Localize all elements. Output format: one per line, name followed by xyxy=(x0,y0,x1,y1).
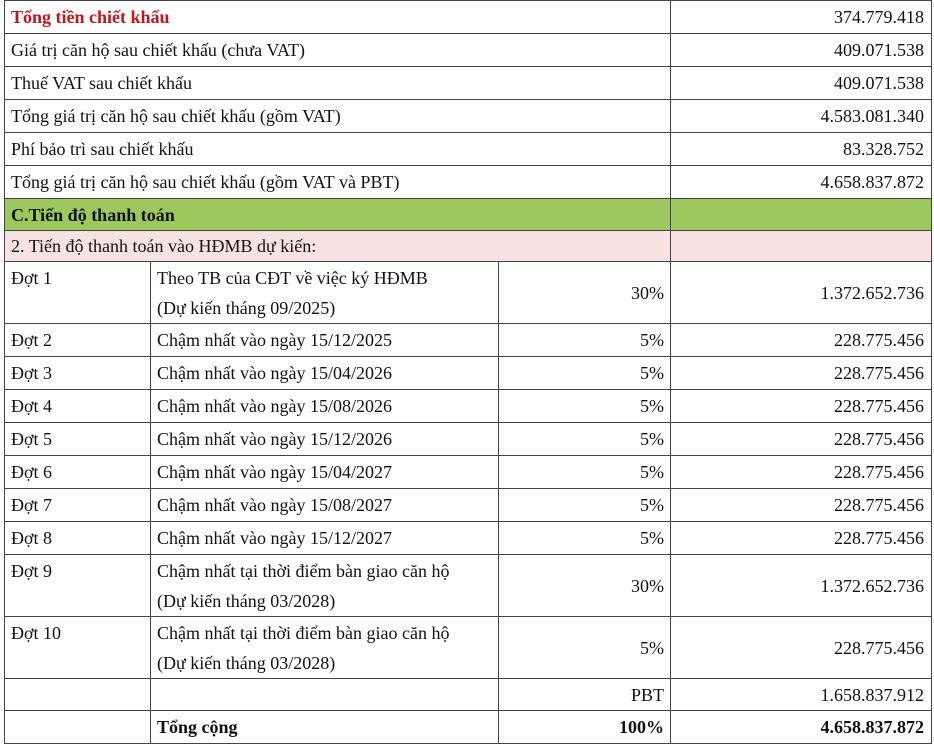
summary-value: 4.583.081.340 xyxy=(671,100,932,133)
installment-row xyxy=(5,456,932,489)
pbt-label: PBT xyxy=(499,679,671,711)
installment-desc: Chậm nhất vào ngày 15/12/2027 xyxy=(151,522,499,555)
section-header-row xyxy=(5,199,932,231)
summary-row xyxy=(5,67,932,100)
installment-amount: 228.775.456 xyxy=(671,522,932,555)
installment-desc-line1: Theo TB của CĐT về việc ký HĐMB xyxy=(157,268,428,288)
installment-amount: 228.775.456 xyxy=(671,390,932,423)
installment-name: Đợt 10 xyxy=(5,617,151,679)
installment-row xyxy=(5,522,932,555)
installment-row xyxy=(5,555,932,617)
installment-amount: 228.775.456 xyxy=(671,456,932,489)
subsection-title: 2. Tiến độ thanh toán vào HĐMB dự kiến: xyxy=(5,231,671,262)
installment-row xyxy=(5,489,932,522)
installment-row xyxy=(5,262,932,324)
installment-percent: 5% xyxy=(499,423,671,456)
summary-row xyxy=(5,133,932,166)
installment-desc: Chậm nhất vào ngày 15/12/2026 xyxy=(151,423,499,456)
installment-percent: 5% xyxy=(499,357,671,390)
installment-row xyxy=(5,324,932,357)
summary-row xyxy=(5,1,932,34)
summary-value: 374.779.418 xyxy=(671,1,932,34)
installment-desc: Chậm nhất vào ngày 15/04/2027 xyxy=(151,456,499,489)
installment-row xyxy=(5,357,932,390)
installment-amount: 228.775.456 xyxy=(671,357,932,390)
total-label: Tổng cộng xyxy=(151,711,499,744)
summary-value: 409.071.538 xyxy=(671,67,932,100)
total-empty-cell xyxy=(5,711,151,744)
installment-desc-line2: (Dự kiến tháng 09/2025) xyxy=(157,298,336,318)
summary-value: 4.658.837.872 xyxy=(671,166,932,199)
total-value: 4.658.837.872 xyxy=(671,711,932,744)
installment-percent: 5% xyxy=(499,617,671,679)
summary-value: 83.328.752 xyxy=(671,133,932,166)
installment-desc: Chậm nhất vào ngày 15/12/2025 xyxy=(151,324,499,357)
summary-label: Thuế VAT sau chiết khấu xyxy=(5,67,671,100)
installment-row xyxy=(5,390,932,423)
payment-table xyxy=(4,0,932,744)
summary-label: Tổng giá trị căn hộ sau chiết khấu (gồm VAT và PBT) xyxy=(5,166,671,199)
installment-desc: Chậm nhất vào ngày 15/04/2026 xyxy=(151,357,499,390)
installment-percent: 5% xyxy=(499,390,671,423)
installment-name: Đợt 3 xyxy=(5,357,151,390)
summary-row xyxy=(5,166,932,199)
installment-desc-line1: Chậm nhất tại thời điểm bàn giao căn hộ xyxy=(157,623,450,643)
total-row xyxy=(5,711,932,744)
installment-name: Đợt 6 xyxy=(5,456,151,489)
installment-desc-line1: Chậm nhất tại thời điểm bàn giao căn hộ xyxy=(157,561,450,581)
installment-desc: Chậm nhất vào ngày 15/08/2027 xyxy=(151,489,499,522)
summary-label: Phí bảo trì sau chiết khấu xyxy=(5,133,671,166)
installment-percent: 5% xyxy=(499,324,671,357)
installment-desc xyxy=(151,617,499,679)
installment-amount: 228.775.456 xyxy=(671,324,932,357)
installment-amount: 1.372.652.736 xyxy=(671,262,932,324)
summary-label: Tổng giá trị căn hộ sau chiết khấu (gồm VAT) xyxy=(5,100,671,133)
installment-name: Đợt 1 xyxy=(5,262,151,324)
summary-label: Giá trị căn hộ sau chiết khấu (chưa VAT) xyxy=(5,34,671,67)
summary-value: 409.071.538 xyxy=(671,34,932,67)
installment-percent: 30% xyxy=(499,555,671,617)
pbt-value: 1.658.837.912 xyxy=(671,679,932,711)
installment-name: Đợt 2 xyxy=(5,324,151,357)
installment-name: Đợt 4 xyxy=(5,390,151,423)
installment-name: Đợt 5 xyxy=(5,423,151,456)
installment-row xyxy=(5,617,932,679)
pbt-empty-cell xyxy=(5,679,151,711)
installment-amount: 228.775.456 xyxy=(671,489,932,522)
pbt-empty-cell xyxy=(151,679,499,711)
installment-percent: 5% xyxy=(499,456,671,489)
installment-desc xyxy=(151,262,499,324)
installment-desc: Chậm nhất vào ngày 15/08/2026 xyxy=(151,390,499,423)
installment-percent: 5% xyxy=(499,522,671,555)
summary-row xyxy=(5,34,932,67)
summary-label: Tổng tiền chiết khấu xyxy=(5,1,671,34)
installment-name: Đợt 9 xyxy=(5,555,151,617)
installment-percent: 30% xyxy=(499,262,671,324)
installment-amount: 228.775.456 xyxy=(671,423,932,456)
section-title: C.Tiến độ thanh toán xyxy=(5,199,671,231)
pbt-row xyxy=(5,679,932,711)
installment-name: Đợt 7 xyxy=(5,489,151,522)
installment-desc-line2: (Dự kiến tháng 03/2028) xyxy=(157,591,336,611)
installment-desc xyxy=(151,555,499,617)
installment-amount: 1.372.652.736 xyxy=(671,555,932,617)
installment-row xyxy=(5,423,932,456)
installment-name: Đợt 8 xyxy=(5,522,151,555)
total-percent: 100% xyxy=(499,711,671,744)
section-empty-cell xyxy=(671,199,932,231)
subsection-header-row xyxy=(5,231,932,262)
installment-desc-line2: (Dự kiến tháng 03/2028) xyxy=(157,653,336,673)
installment-amount: 228.775.456 xyxy=(671,617,932,679)
subsection-empty-cell xyxy=(671,231,932,262)
summary-row xyxy=(5,100,932,133)
installment-percent: 5% xyxy=(499,489,671,522)
